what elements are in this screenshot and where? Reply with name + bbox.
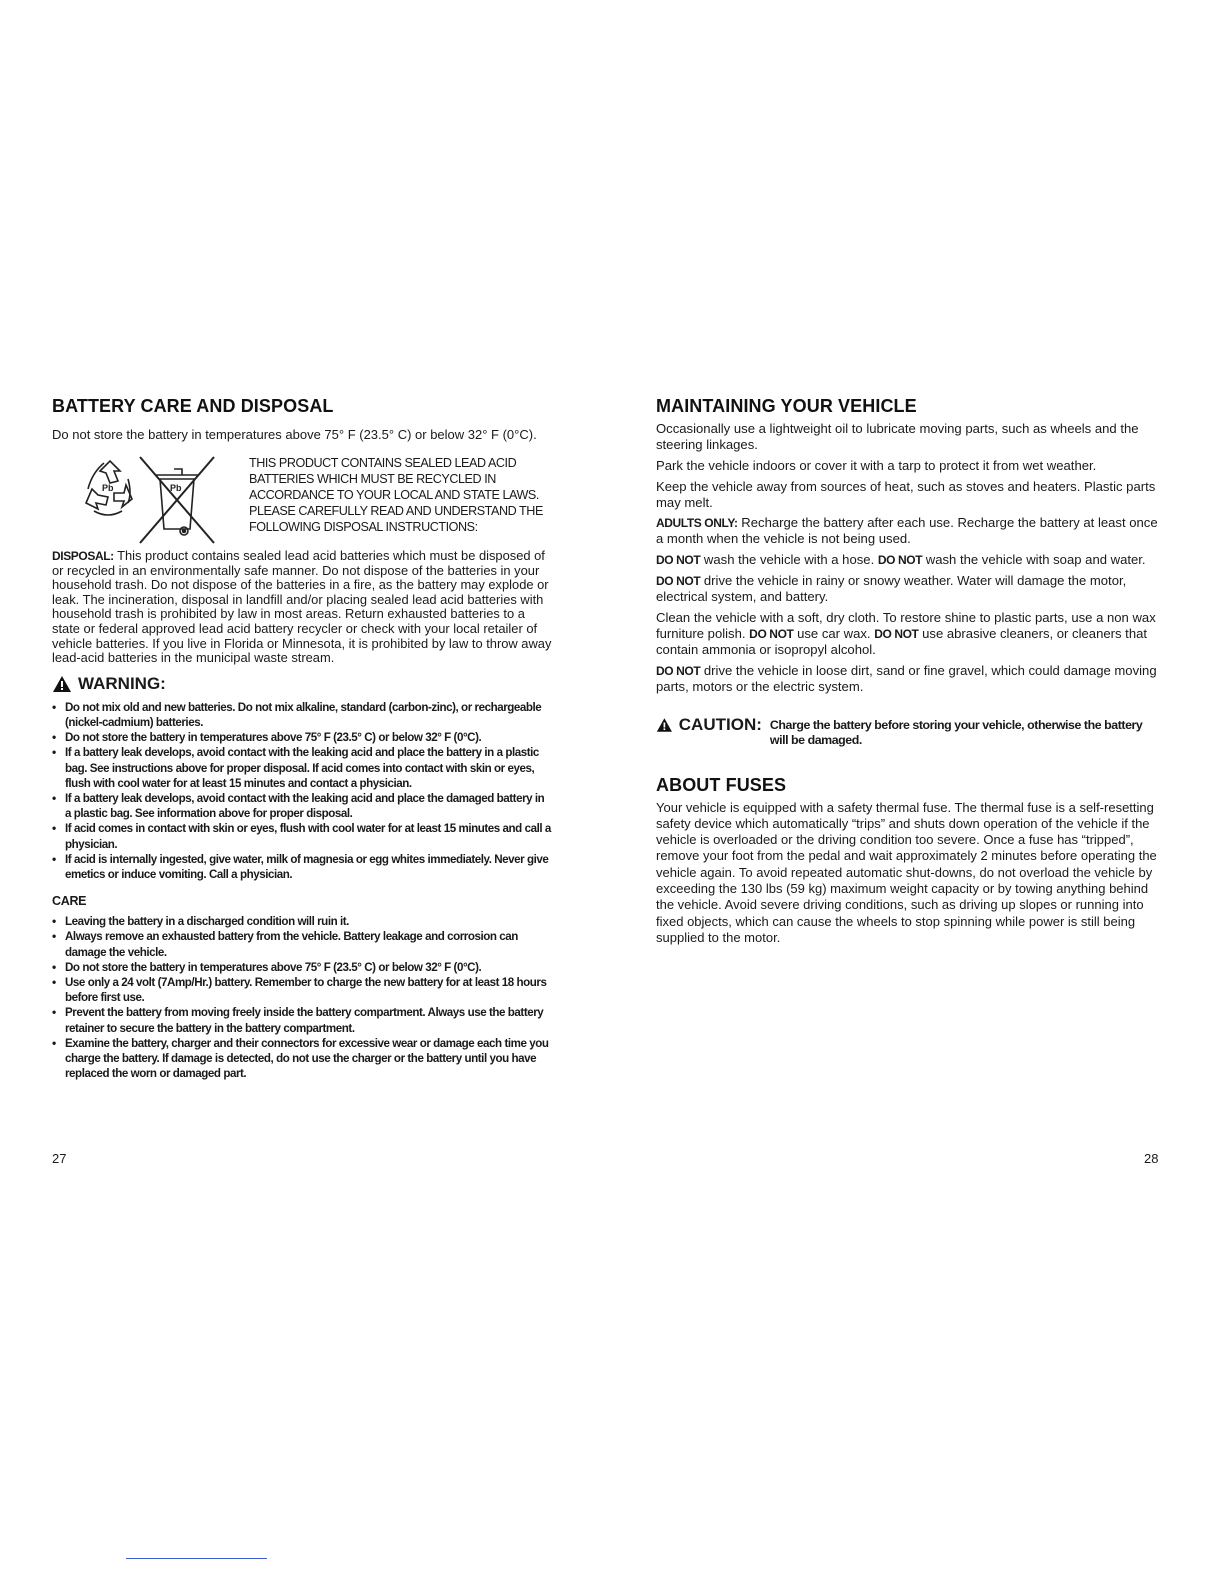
paragraph-text: use abrasive cleaners, or cleaners that contain ammonia or isopropyl alcohol. [656, 625, 1148, 657]
warning-item: • If acid comes in contact with skin or eyes, flush with cool water for at least 15 minutes and call a physician. [52, 821, 552, 851]
recycle-line: PLEASE CAREFULLY READ AND UNDERSTAND THE [249, 504, 543, 518]
warning-list [52, 700, 552, 882]
paragraph-text: wash the vehicle with a hose. [700, 552, 878, 568]
care-item: • Prevent the battery from moving freely inside the battery compartment. Always use the battery retainer to secure the battery in the battery compartment. [52, 1005, 552, 1035]
disposal-text: This product contains sealed lead acid batteries which must be disposed of or recycled in an environmentally safe manner. Do not dispose of the batteries in your household trash. Do not dispose of the batteries in a fire, as the battery may explode or leak. The incineration, disposal in landfill and/or placing sealed lead acid batteries with household trash is prohibited by law in most areas. Return exhausted batteries to a state or federal approved lead acid battery recycler or check with your local retailer of vehicle batteries. If you live in Florida or Minnesota, it is prohibited by law to throw away lead-acid batteries in the municipal waste stream. [52, 548, 552, 666]
recycle-pb-label: Pb [102, 483, 114, 493]
warning-item: • If a battery leak develops, avoid contact with the leaking acid and place the damaged battery in a plastic bag. See information above for proper disposal. [52, 791, 552, 821]
right-page [656, 396, 1162, 946]
care-item: • Use only a 24 volt (7Amp/Hr.) battery. Remember to charge the new battery for at least 18 hours before first use. [52, 975, 552, 1005]
disposal-label: DISPOSAL: [52, 549, 114, 563]
do-not-label: DO NOT [749, 626, 794, 641]
maintenance-paragraph: Park the vehicle indoors or cover it with a tarp to protect it from wet weather. [656, 457, 1097, 473]
maintenance-paragraph [656, 552, 1162, 568]
crossed-out-bin-icon [140, 457, 214, 543]
care-list [52, 914, 552, 1081]
paragraph-text: use car wax. [793, 625, 875, 641]
recycle-line: THIS PRODUCT CONTAINS SEALED LEAD ACID [249, 456, 517, 470]
warning-triangle-icon [52, 675, 72, 693]
page-number-left: 27 [52, 1151, 67, 1166]
maintenance-paragraph [656, 573, 1162, 605]
recycle-line: BATTERIES WHICH MUST BE RECYCLED IN [249, 472, 496, 486]
do-not-label: DO NOT [877, 553, 923, 568]
do-not-label: DO NOT [656, 573, 701, 588]
paragraph-text: wash the vehicle with soap and water. [922, 552, 1146, 568]
do-not-label: DO NOT [656, 663, 701, 678]
paragraph-text: drive the vehicle in loose dirt, sand or fine gravel, which could damage moving parts, motors or the electric system. [656, 662, 1157, 694]
do-not-label: DO NOT [656, 553, 701, 568]
about-fuses-title: ABOUT FUSES [656, 774, 787, 795]
recycle-line: FOLLOWING DISPOSAL INSTRUCTIONS: [249, 520, 478, 534]
maintaining-vehicle-title: MAINTAINING YOUR VEHICLE [656, 396, 917, 416]
warning-item: • Do not mix old and new batteries. Do not mix alkaline, standard (carbon-zinc), or rechargeable (nickel-cadmium) batteries. [52, 700, 552, 730]
warning-item: • If acid is internally ingested, give water, milk of magnesia or egg whites immediately. Never give emetics or induce vomiting. Call a physician. [52, 852, 552, 882]
paragraph-text: Recharge the battery after each use. Recharge the battery at least once a month when the vehicle is not being used. [656, 515, 1158, 547]
recycle-line: ACCORDANCE TO YOUR LOCAL AND STATE LAWS. [249, 488, 539, 502]
warning-triangle-icon [656, 716, 673, 734]
recycle-instructions [249, 455, 549, 535]
page-number-right: 28 [1144, 1151, 1159, 1166]
care-item: • Do not store the battery in temperatures above 75° F (23.5° C) or below 32° F (0°C). [52, 960, 552, 975]
footer-rule [126, 1558, 267, 1559]
battery-care-title: BATTERY CARE AND DISPOSAL [52, 396, 334, 416]
maintenance-paragraph: Occasionally use a lightweight oil to lubricate moving parts, such as wheels and the steering linkages. [656, 421, 1139, 452]
recycle-notice [52, 455, 552, 545]
warning-label: WARNING: [78, 673, 166, 693]
bin-pb-label: Pb [170, 483, 182, 493]
caution-notice [656, 715, 1162, 749]
care-item: • Examine the battery, charger and their connectors for excessive wear or damage each time you charge the battery. If damage is detected, do not use the charger or the battery until you have replaced the worn or damaged part. [52, 1036, 552, 1082]
fuses-paragraph: Your vehicle is equipped with a safety thermal fuse. The thermal fuse is a self-resetting safety device which automatically “trips” and shuts down operation of the vehicle if the vehicle is overloaded or the driving condition too severe. Once a fuse has “tripped”, remove your foot from the pedal and wait approximately 2 minutes before operating the vehicle again. To avoid repeated automatic shut-downs, do not overload the vehicle by exceeding the 130 lbs (59 kg) maximum weight capacity or by towing anything behind the vehicle. Avoid severe driving conditions, such as driving up slopes or running into fixed objects, which can cause the wheels to stop spinning while power is still being supplied to the motor. [656, 799, 1157, 945]
caution-label: CAUTION: [678, 714, 762, 734]
maintenance-paragraph [656, 610, 1162, 658]
maintenance-paragraph [656, 663, 1162, 695]
paragraph-text: drive the vehicle in rainy or snowy weather. Water will damage the motor, electrical system, and battery. [656, 572, 1127, 604]
paragraph-text: Clean the vehicle with a soft, dry cloth. To restore shine to plastic parts, use a non wax furniture polish. [656, 609, 1156, 641]
warning-item: • Do not store the battery in temperatures above 75° F (23.5° C) or below 32° F (0°C). [52, 730, 552, 745]
care-heading: CARE [52, 894, 87, 909]
maintenance-paragraph: Keep the vehicle away from sources of heat, such as stoves and heaters. Plastic parts may melt. [656, 478, 1156, 510]
care-item: • Always remove an exhausted battery from the vehicle. Battery leakage and corrosion can damage the vehicle. [52, 929, 552, 959]
left-page [52, 396, 552, 1081]
adults-only-label: ADULTS ONLY: [656, 516, 738, 531]
maintenance-paragraph [656, 515, 1162, 547]
warning-heading [52, 674, 552, 694]
caution-text: Charge the battery before storing your vehicle, otherwise the battery will be damaged. [769, 717, 1143, 748]
battery-storage-note: Do not store the battery in temperatures above 75° F (23.5° C) or below 32° F (0°C). [52, 427, 537, 442]
disposal-paragraph [52, 549, 552, 666]
warning-item: • If a battery leak develops, avoid contact with the leaking acid and place the battery in a plastic bag. See instructions above for proper disposal. If acid comes into contact with skin or eyes, flush with cool water for at least 15 minutes and contact a physician. [52, 745, 552, 791]
recycling-symbols [70, 449, 230, 545]
care-item: • Leaving the battery in a discharged condition will ruin it. [52, 914, 552, 929]
recycle-icon [86, 461, 132, 515]
do-not-label: DO NOT [874, 626, 919, 641]
